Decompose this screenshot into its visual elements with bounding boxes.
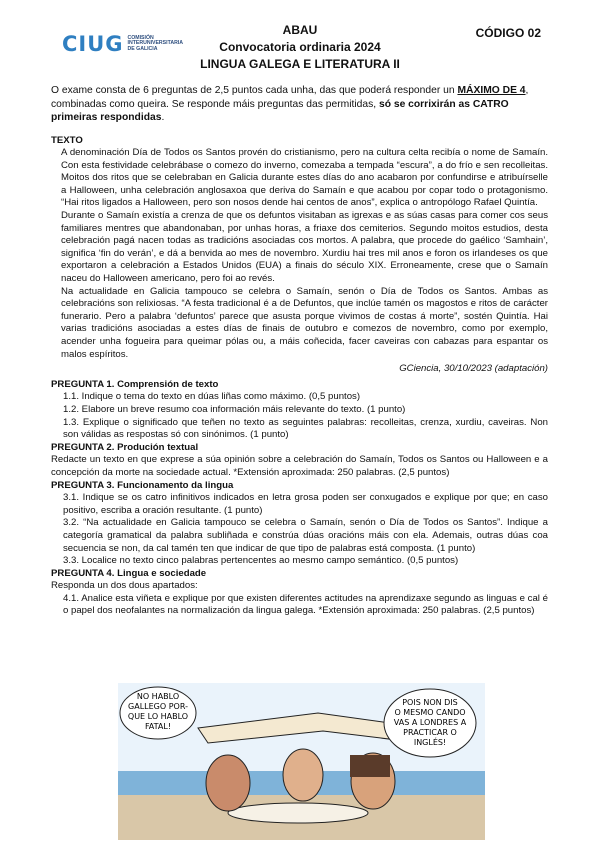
question-3-1: 3.1. Indique se os catro infinitivos indicados en letra grosa poden ser conxugados e explique por que; en caso positivo, escriba a oración resultante. (1 punto) (63, 492, 548, 516)
cartoon-person-middle (283, 749, 323, 801)
question-1-1: 1.1. Indique o tema do texto en dúas liñas como máximo. (0,5 puntos) (63, 391, 361, 403)
bubble-right-line-2: O MESMO CANDO (394, 708, 466, 717)
texto-source: GCiencia, 30/10/2023 (adaptación) (399, 363, 548, 375)
exam-body (51, 84, 548, 618)
question-4-1: 4.1. Analice esta viñeta e explique por que existen diferentes actitudes na aprendizaxe segundo as linguas e cal é o papel dos neofalantes na normalización da lingua galega. *Extensión aproximada: 250 palabras. (2,5 puntos) (63, 592, 548, 617)
cartoon-person-left (206, 755, 250, 811)
cartoon-table (228, 803, 368, 823)
texto-paragraph-2: Durante o Samaín existía a crenza de que os defuntos visitaban as igrexas e as súas casas para comer cos seus familiares mentres que abandonaban, por unhas horas, a friaxe dos cemiterios. Segundo moitos estudios, desta celebración pagá nacen todas as tradicións asociadas cos mortos. A palabra, que procede do gaélico ‘Samhain’, significa ‘fin do verán’, e dá a benvida ao mes de novembro. Xurdiu hai tres mil anos e foron os irlandeses os que exportaron a celebración a Estados Unidos (EUA) a finais do século XIX. Erroneamente, crese que o Samaín naceu do Halloween americano, pero foi ao revés. (61, 210, 548, 285)
cartoon-hair-right (350, 755, 390, 777)
bubble-left-line-3: QUE LO HABLO (127, 712, 189, 721)
logo-mark: CIUG (62, 32, 124, 56)
exam-title-line2: Convocatoria ordinaria 2024 (219, 40, 381, 54)
texto-title: TEXTO (51, 134, 83, 146)
exam-code: CÓDIGO 02 (475, 26, 541, 40)
texto-paragraph-1: A denominación Día de Todos os Santos provén do cristianismo, pero na cultura celta recibía o nome de Samaín. Con esta festividade celebrábase o comezo do inverno, comezaba a tempada “escura”, a do frío e sen recolleitas. Moitos dos ritos que se celebraban en Galicia durante estes días do ano acabaron por confundirse e atribuírselle a Halloween, unha celebración anglosaxoa que deriva do Samaín e que acabou por copar todo o protagonismo. “Hai ritos ligados a Halloween, pero son nosos dende hai centos de anos”, explica o antropólogo Rafael Quintía. (61, 147, 548, 209)
texto-paragraph-3: Na actualidade en Galicia tampouco se celebra o Samaín, senón o Día de Todos os Santos. Ambas as celebracións son relixiosas. “A festa tradicional é a de Defuntos, que inclúe tamén os magostos e ritos de carácter funerario. Pero a palabra ‘defuntos’ parece que asusta porque vivimos de costas á morte”, sostén Quintía. Hai varias tradicións asociadas a estes días de finais de outubro e comezos de novembro, como por exemplo, acender unha fogueira para queimar pólas ou, a máis coñecida, facer caveiras con cabazas para espantar os malos espíritos. (61, 285, 548, 360)
exam-header (0, 0, 599, 78)
question-1-3: 1.3. Explique o significado que teñen no texto as seguintes palabras: recolleitas, crenza, xurdiu, caveiras. Non son válidas as respostas só con sinónimos. (1 punto) (63, 416, 548, 441)
exam-title-line3: LINGUA GALEGA E LITERATURA II (200, 57, 400, 71)
bubble-right-line-5: INGLÉS! (413, 738, 447, 747)
logo-text: COMISIÓN INTERUNIVERSITARIA DE GALICIA (127, 34, 184, 52)
instructions: O exame consta de 6 preguntas de 2,5 puntos cada unha, das que poderá responder un MÁXIMO DE 4, combinadas como queira. Se responde máis preguntas das permitidas, só se corrixirán as CATRO primeiras respondidas. (51, 85, 529, 123)
bubble-right-line-1: POIS NON DIS (402, 698, 458, 707)
pregunta-2-title: PREGUNTA 2. Produción textual (51, 441, 199, 453)
pregunta-1-title: PREGUNTA 1. Comprensión de texto (51, 378, 219, 390)
pregunta-4-title: PREGUNTA 4. Lingua e sociedade (51, 567, 207, 579)
ciug-logo (62, 32, 183, 56)
pregunta-3-title: PREGUNTA 3. Funcionamento da lingua (51, 479, 234, 491)
bubble-right-line-4: PRACTICAR O (403, 728, 457, 737)
cartoon-image (118, 683, 485, 840)
exam-title-line1: ABAU (282, 23, 318, 37)
question-3-2: 3.2. “Na actualidade en Galicia tampouco se celebra o Samaín, senón o Día de Todos os Santos”. Indique a categoría gramatical da palabra subliñada e constrúa dúas oracións máis con ela. Ademais, outras dúas coa secuencia se non, da cal tamén ten que indicar de que tipo de palabras está composta. (1 punto) (63, 517, 548, 554)
question-3-3: 3.3. Localice no texto cinco palabras pertencentes ao mesmo campo semántico. (0,5 puntos) (63, 555, 459, 567)
pregunta-4-subtitle: Responda un dos dous apartados: (51, 580, 198, 592)
bubble-left-line-1: NO HABLO (136, 692, 180, 701)
exam-title (190, 22, 410, 73)
bubble-left-line-2: GALLEGO POR- (128, 702, 188, 711)
question-1-2: 1.2. Elabore un breve resumo coa información máis relevante do texto. (1 punto) (63, 403, 406, 415)
bubble-left-line-4: FATAL! (144, 722, 172, 731)
bubble-right-line-3: VAS A LONDRES A (393, 718, 467, 727)
question-2: Redacte un texto en que exprese a súa opinión sobre a celebración do Samaín, Todos os Santos ou Halloween e a concepción da morte na sociedade actual. *Extensión aproximada: 250 palabras. (2,5 puntos) (51, 454, 548, 478)
